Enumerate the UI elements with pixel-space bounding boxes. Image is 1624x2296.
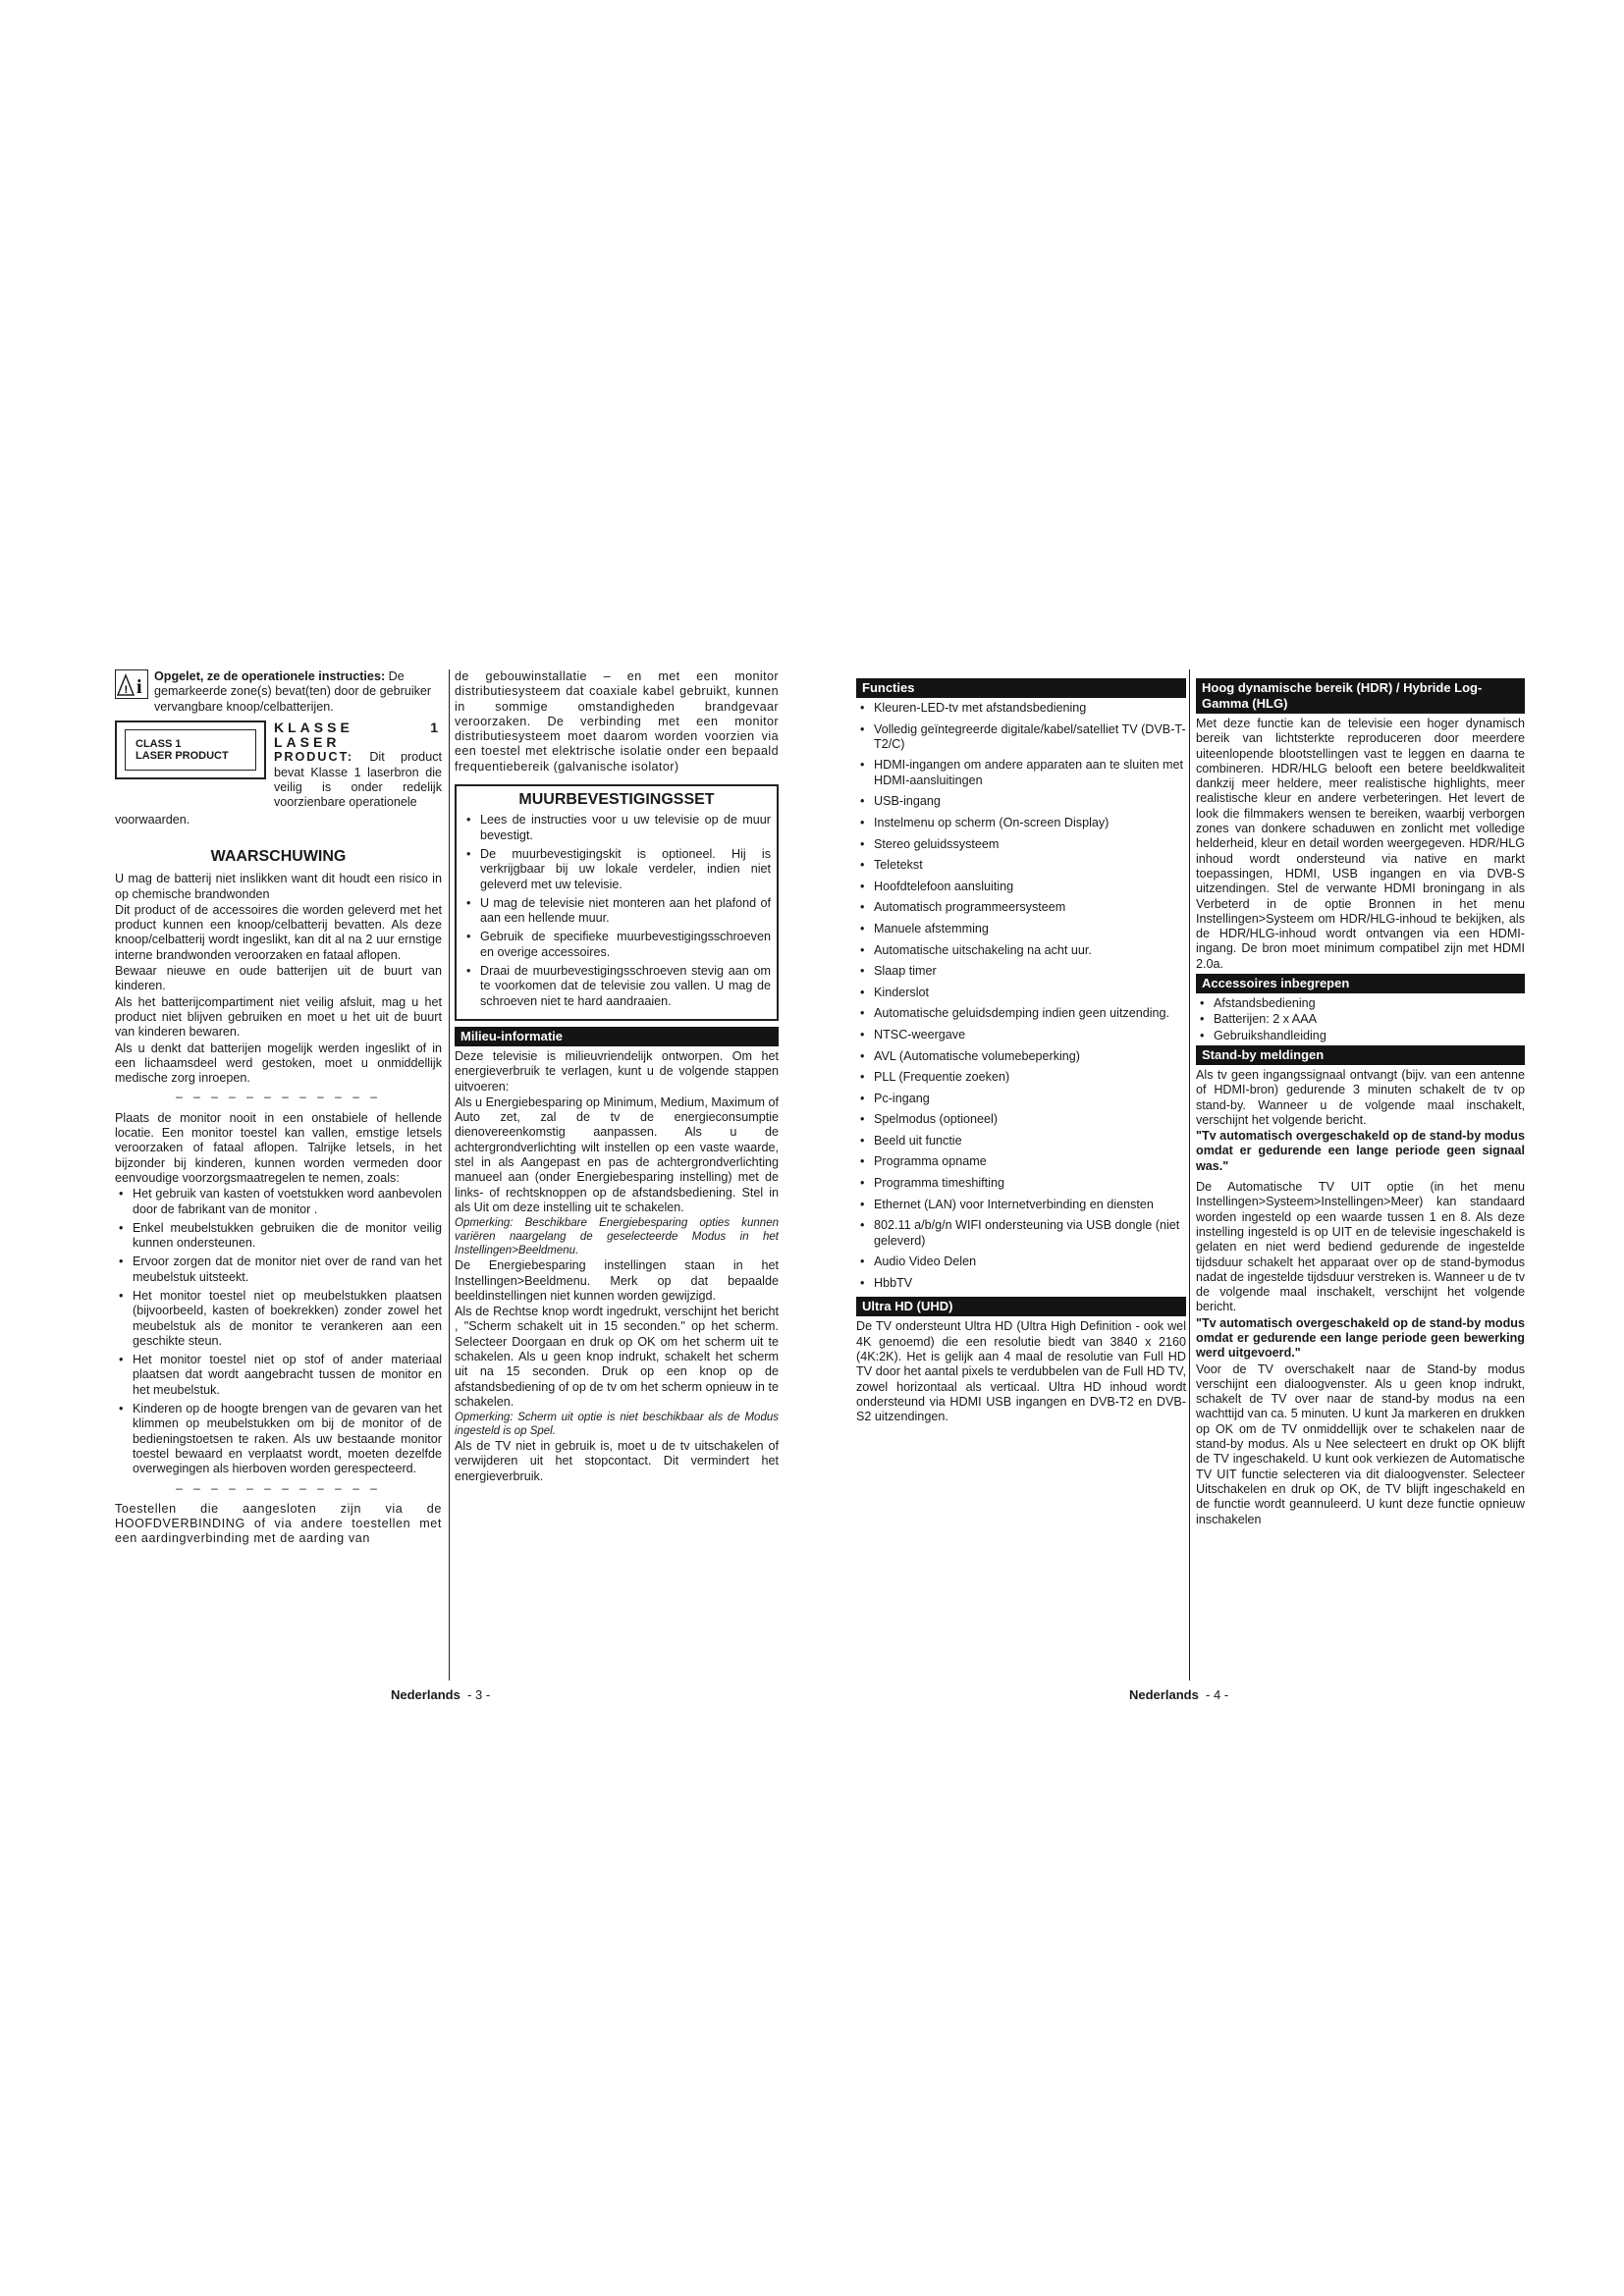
uhd-text: De TV ondersteunt Ultra HD (Ultra High Definition - ook wel 4K genoemd) die een resolutie biedt van 3840 x 2160 (4K:2K). Het is gelijk aan 4 maal de resolutie van Full HD TV door het aantal pixels te verdubbelen van de Full HD TV, zowel horizontaal als verticaal. Ultra HD inhoud wordt ondersteund via HDMI USB ingangen en DVB-T2 en DVB-S2 uitzendingen. <box>856 1319 1186 1424</box>
env-para: Deze televisie is milieuvriendelijk ontworpen. Om het energieverbruik te verlagen, kunt u de volgende stappen uitvoeren: <box>455 1048 779 1094</box>
hdr-header: Hoog dynamische bereik (HDR) / Hybride Log-Gamma (HLG) <box>1196 678 1525 714</box>
function-item: • Stereo geluidssysteem <box>856 837 1186 852</box>
env-para: Als u Energiebesparing op Minimum, Medium, Maximum of Auto zet, zal de tv de energieconsumptie dienovereenkomstig aanpassen. Als u de achtergrondverlichting wilt instellen op een vaste waarde, stel in als Aangepast en pas de achtergrondverlichting manueel aan (onder Energiebesparing instelling) met de links- of rechtsknoppen op de afstandsbediening. Stel in als Uit om deze instelling uit te schakelen. <box>455 1095 779 1214</box>
function-item: • Ethernet (LAN) voor Internetverbinding en diensten <box>856 1198 1186 1212</box>
svg-text:i: i <box>136 676 142 698</box>
page3-col1 <box>115 669 442 1548</box>
laser-notice <box>115 721 442 811</box>
env-note: Opmerking: Scherm uit optie is niet beschikbaar als de Modus ingesteld is op Spel. <box>455 1412 779 1438</box>
laser-title: KLASSE 1 LASER <box>274 719 442 751</box>
standby-message: "Tv automatisch overgeschakeld op de stand-by modus omdat er gedurende een lange periode geen signaal was." <box>1196 1129 1525 1173</box>
laser-text: Dit product bevat Klasse 1 laserbron die veilig is onder redelijk voorzienbare operationele <box>274 750 442 810</box>
env-para: Als de TV niet in gebruik is, moet u de tv uitschakelen of verwijderen uit het stopcontact. Dit vermindert het energieverbruik. <box>455 1439 779 1483</box>
laser-label-line1: CLASS 1 <box>135 737 182 750</box>
stability-intro: Plaats de monitor nooit in een onstabiele of hellende locatie. Een monitor toestel kan vallen, emstige letsels veroorzaken of fataal aflopen. Talrijke letsels, in het bijzonder bij kinderen, kunnen worden vermeden door eenvoudige voorzorgsmaatregelen te nemen, zoals: <box>115 1110 442 1185</box>
laser-text-lead: PRODUCT: <box>274 750 354 765</box>
stability-bullet: • Kinderen op de hoogte brengen van de gevaren van het klimmen op meubelstukken om bij de monitor of de bedieningstoetsen te raken. Als uw bestaande monitor toestel bewaard en verplaatst wordt, moeten dezelfde overwegingen als hierboven worden gerespecteerd. <box>115 1402 442 1476</box>
stability-bullet: • Enkel meubelstukken gebruiken die de monitor veilig kunnen ondersteunen. <box>115 1221 442 1252</box>
footer-language: Nederlands <box>391 1687 460 1702</box>
function-item: • Kleuren-LED-tv met afstandsbediening <box>856 701 1186 716</box>
function-item: • Manuele afstemming <box>856 922 1186 936</box>
function-item: • HDMI-ingangen om andere apparaten aan te sluiten met HDMI-aansluitingen <box>856 758 1186 788</box>
caution-notice <box>115 669 442 715</box>
wall-bullet: • U mag de televisie niet monteren aan het plafond of aan een hellende muur. <box>462 896 771 927</box>
uhd-header: Ultra HD (UHD) <box>856 1297 1186 1316</box>
footer-page-number: - 4 - <box>1206 1687 1229 1702</box>
function-item: • 802.11 a/b/g/n WIFI ondersteuning via USB dongle (niet geleverd) <box>856 1218 1186 1249</box>
accessory-item: • Gebruikshandleiding <box>1196 1029 1525 1043</box>
caution-info-icon <box>115 669 148 699</box>
warning-para: Als u denkt dat batterijen mogelijk werden ingeslikt of in een lichaamsdeel werd gestoken, moet u onmiddellijk medische zorg inroepen. <box>115 1041 442 1086</box>
function-item: • NTSC-weergave <box>856 1028 1186 1042</box>
environment-header: Milieu-informatie <box>455 1027 779 1046</box>
function-item: • Audio Video Delen <box>856 1255 1186 1269</box>
wall-bullet: • De muurbevestigingskit is optioneel. Hij is verkrijgbaar bij uw lokale verdeler, indien niet geleverd met uw televisie. <box>462 847 771 892</box>
footer-page-number: - 3 - <box>467 1687 491 1702</box>
function-item: • Automatische uitschakeling na acht uur. <box>856 943 1186 958</box>
function-item: • Programma timeshifting <box>856 1176 1186 1191</box>
function-item: • Kinderslot <box>856 986 1186 1000</box>
function-item: • Hoofdtelefoon aansluiting <box>856 880 1186 894</box>
caution-text: De gemarkeerde zone(s) bevat(ten) door de gebruiker vervangbare knoop/celbatterijen. <box>154 669 432 714</box>
function-item: • Automatische geluidsdemping indien geen uitzending. <box>856 1006 1186 1021</box>
standby-para: De Automatische TV UIT optie (in het menu Instellingen>Systeem>Instellingen>Meer) kan standaard worden ingesteld op een waarde tussen 1 en 8. Als deze instelling ingesteld is op UIT en de televisie ingeschakeld is gelaten en niet werd bediend gedurende de ingestelde tijdsduur schakelt het apparaat over op de stand-bymodus nadat de ingestelde tijdsduur verstreken is. Wanneer u de tv de volgende maal inschakelt, verschijnt het volgende bericht. <box>1196 1180 1525 1314</box>
accessory-item: • Batterijen: 2 x AAA <box>1196 1012 1525 1027</box>
wall-bullet: • Lees de instructies voor u uw televisie op de muur bevestigt. <box>462 813 771 843</box>
page4-col1 <box>856 676 1186 1425</box>
wall-bullet: • Draai de muurbevestigingsschroeven stevig aan om te voorkomen dat de televisie zou vallen. U mag de schroeven niet te hard aandraaien. <box>462 964 771 1009</box>
accessories-header: Accessoires inbegrepen <box>1196 974 1525 993</box>
page4-col2 <box>1196 676 1525 1528</box>
function-item: • HbbTV <box>856 1276 1186 1291</box>
wall-bullet: • Gebruik de specifieke muurbevestigingsschroeven en overige accessoires. <box>462 930 771 960</box>
function-item: • Slaap timer <box>856 964 1186 979</box>
warning-para: Dit product of de accessoires die worden geleverd met het product kunnen een knoop/celbatterij bevatten. Als deze knoop/celbatterij wordt ingeslikt, kan dit al na 2 uur ernstige interne brandwonden veroorzaken en fataal aflopen. <box>115 902 442 962</box>
functions-header: Functies <box>856 678 1186 698</box>
function-item: • Instelmenu op scherm (On-screen Display) <box>856 816 1186 830</box>
page4-footer <box>1129 1687 1228 1702</box>
function-item: • Spelmodus (optioneel) <box>856 1112 1186 1127</box>
separator: – – – – – – – – – – – – <box>176 1480 381 1495</box>
earth-text: Toestellen die aangesloten zijn via de HOOFDVERBINDING of via andere toestellen met een aardingverbinding met de aarding van <box>115 1501 442 1546</box>
page3-footer <box>391 1687 490 1702</box>
env-note: Opmerking: Beschikbare Energiebesparing opties kunnen variëren naargelang de geselecteerde Modus in het Instellingen>Beeldmenu. <box>455 1217 779 1257</box>
function-item: • Automatisch programmeersysteem <box>856 900 1186 915</box>
function-item: • Beeld uit functie <box>856 1134 1186 1148</box>
stability-bullet: • Het gebruik van kasten of voetstukken word aanbevolen door de fabrikant van de monitor . <box>115 1187 442 1217</box>
hdr-text: Met deze functie kan de televisie een hoger dynamisch bereik van lichtsterkte reproduceren door meerdere uiteenlopende blootstellingen vast te leggen en daarna te combineren. HDR/HLG belooft een betere beeldkwaliteit dankzij meer heldere, meer realistische highlights, meer realistische kleur en andere verbeteringen. Het levert de look die filmmakers wensen te bereiken, waarbij verborgen zones van donkere schaduwen en zonlicht met volledige helderheid, kleur en detail worden weergegeven. HDR/HLG inhoud wordt ondersteund via native en markt toepassingen, HDMI, USB ingangen en via DVB-S uitzendingen. Stel de verwante HDMI broningang in als Verbeterd in de optie Bronnen in het menu Instellingen>Systeem om HDR/HLG-inhoud te bekijken, als de HDR/HLG-inhoud wordt ontvangen via een HDMI-ingang. De bron moet minimum compatibel zijn met HDMI 2.0a. <box>1196 717 1525 971</box>
page3-col2 <box>455 669 779 1485</box>
wall-mount-box <box>455 784 779 1021</box>
wall-mount-title: MUURBEVESTIGINGSSET <box>518 791 715 809</box>
standby-para: Als tv geen ingangssignaal ontvangt (bijv. van een antenne of HDMI-bron) gedurende 3 minuten schakelt de tv op stand-by. Wanneer u de volgende maal inschakelt, verschijnt het volgende bericht. <box>1196 1067 1525 1127</box>
earth-continued: de gebouwinstallatie – en met een monitor distributiesysteem dat coaxiale kabel gebruikt, kunnen in sommige omstandigheden brandgevaar veroorzaken. De verbinding met een monitor distributiesysteem moet daarom worden voorzien via een toestel met elektrische isolatie onder een bepaald frequentiebereik (galvanische isolator) <box>455 669 779 774</box>
laser-label-line2: LASER PRODUCT <box>135 749 229 762</box>
function-item: • AVL (Automatische volumebeperking) <box>856 1049 1186 1064</box>
standby-message: "Tv automatisch overgeschakeld op de stand-by modus omdat er gedurende een lange periode geen bewerking werd uitgevoerd." <box>1196 1315 1525 1361</box>
env-para: Als de Rechtse knop wordt ingedrukt, verschijnt het bericht , "Scherm schakelt uit in 15 seconden." op het scherm. Selecteer Doorgaan en druk op OK om het scherm uit te schakelen. Als u geen knop indrukt, schakelt het scherm uit na 15 seconden. Druk op een knop op de afstandsbediening of op de tv om het scherm opnieuw in te schakelen. <box>455 1305 779 1409</box>
stability-bullet: • Het monitor toestel niet op meubelstukken plaatsen (bijvoorbeeld, kasten of boekrekken) zonder zowel het meubelstuk als de monitor te verankeren aan een geschikte steun. <box>115 1289 442 1349</box>
caution-lead: Opgelet, ze de operationele instructies: <box>154 669 386 683</box>
standby-para: Voor de TV overschakelt naar de Stand-by modus verschijnt een dialoogvenster. Als u geen knop indrukt, schakelt de TV over naar de stand-by modus na een wachttijd van ca. 5 minuten. U kunt Ja markeren en drukken op OK om de TV onmiddellijk over te schakelen naar de stand-by modus. Als u Nee selecteert en drukt op OK blijft de TV ingeschakeld. U kunt ook verkiezen de Automatische TV UIT functie selecteren via dit dialoogvenster. Selecteer Uitschakelen en druk op OK, de TV blijft ingeschakeld en de functie wordt geannuleerd. U kunt deze functie opnieuw inschakelen <box>1196 1362 1525 1526</box>
column-divider <box>1189 669 1190 1681</box>
separator: – – – – – – – – – – – – <box>176 1090 381 1104</box>
function-item: • Teletekst <box>856 858 1186 873</box>
laser-label <box>115 721 266 779</box>
warning-para: U mag de batterij niet inslikken want dit houdt een risico in op chemische brandwonden <box>115 872 442 901</box>
stability-bullet: • Ervoor zorgen dat de monitor niet over de rand van het meubelstuk uitsteekt. <box>115 1255 442 1285</box>
svg-text:!: ! <box>124 684 129 696</box>
warning-para: Bewaar nieuwe en oude batterijen uit de buurt van kinderen. <box>115 964 442 993</box>
function-item: • Volledig geïntegreerde digitale/kabel/satelliet TV (DVB-T-T2/C) <box>856 722 1186 753</box>
column-divider <box>449 669 450 1681</box>
laser-text-end: voorwaarden. <box>115 812 190 827</box>
function-item: • Pc-ingang <box>856 1092 1186 1106</box>
accessory-item: • Afstandsbediening <box>1196 996 1525 1011</box>
warning-para: Als het batterijcompartiment niet veilig afsluit, mag u het product niet blijven gebruiken en moet u het uit de buurt van kinderen bewaren. <box>115 994 442 1040</box>
function-item: • Programma opname <box>856 1154 1186 1169</box>
footer-language: Nederlands <box>1129 1687 1199 1702</box>
standby-header: Stand-by meldingen <box>1196 1045 1525 1065</box>
function-item: • PLL (Frequentie zoeken) <box>856 1070 1186 1085</box>
stability-bullet: • Het monitor toestel niet op stof of ander materiaal plaatsen dat wordt aangebracht tussen de monitor en het meubelstuk. <box>115 1353 442 1398</box>
function-item: • USB-ingang <box>856 794 1186 809</box>
env-para: De Energiebesparing instellingen staan in het Instellingen>Beeldmenu. Merk op dat bepaalde beeldinstellingen niet kunnen worden gewijzigd. <box>455 1258 779 1303</box>
warning-title: WAARSCHUWING <box>210 847 347 865</box>
